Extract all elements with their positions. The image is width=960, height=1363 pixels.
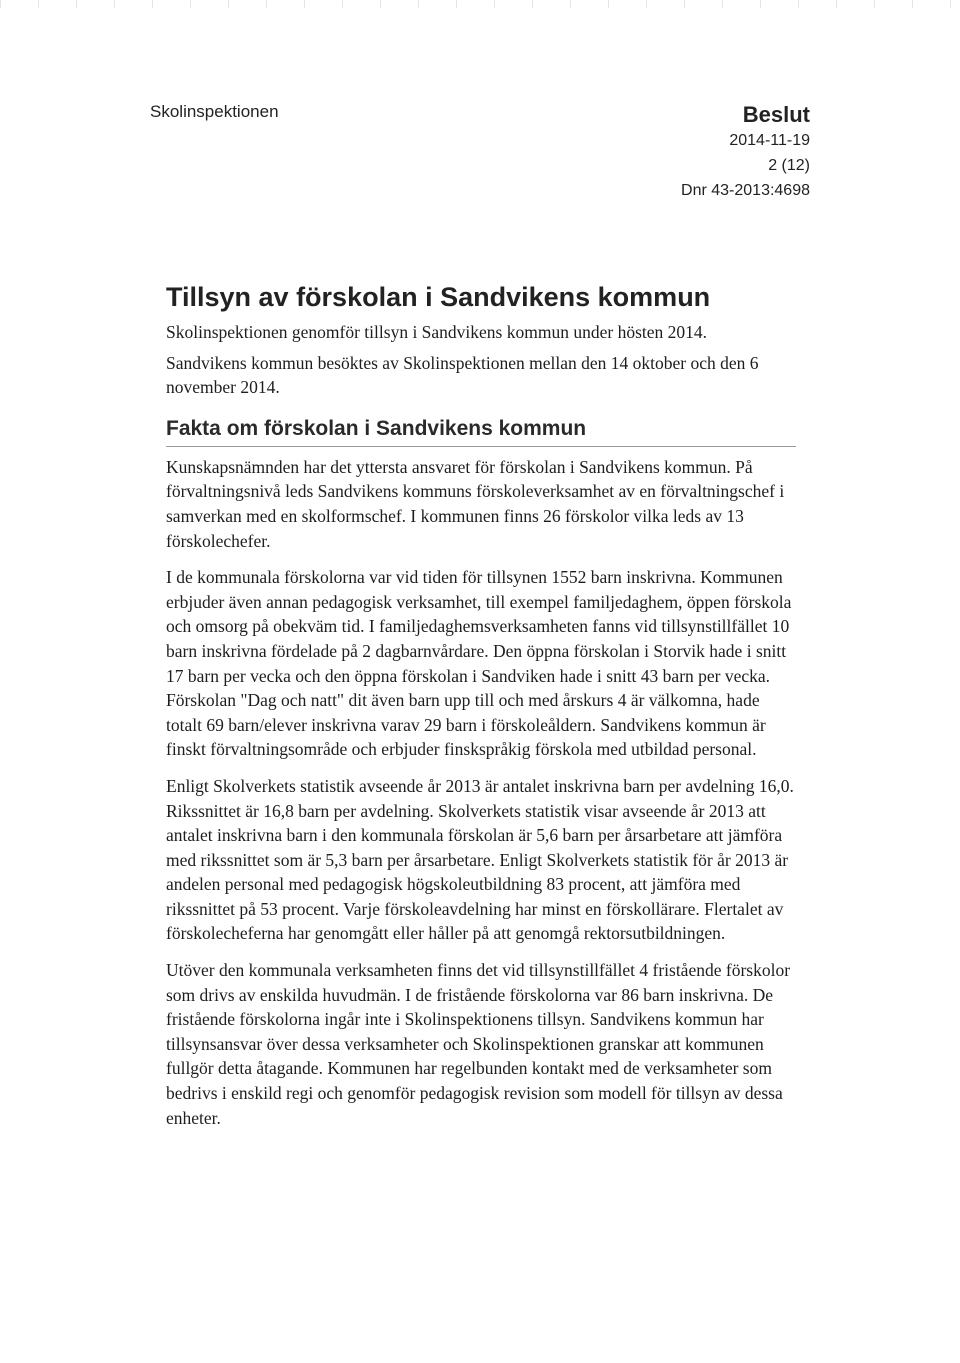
intro-paragraph: Skolinspektionen genomför tillsyn i Sandvikens kommun under hösten 2014.: [166, 322, 708, 342]
page-number: 2 (12): [768, 157, 810, 174]
body-paragraph: I de kommunala förskolorna var vid tiden för tillsynen 1552 barn inskrivna. Kommunen erbjuder även annan pedagogisk verksamhet, till exempel familjedaghem, öppen förskola och omsorg på obekväm tid. I familjedaghemsverksamheten fanns vid tillsynstillfället 10 barn inskrivna fördelade på 2 dagbarnvårdare. Den öppna förskolan i Storvik hade i snitt 17 barn per vecka och den öppna förskolan i Sandviken hade i snitt 43 barn per vecka. Förskolan "Dag och natt" dit även barn upp till och med årskurs 4 är välkomna, hade totalt 69 barn/elever inskrivna varav 29 barn i förskoleåldern. Sandvikens kommun är finskt förvaltningsområde och erbjuder finskspråkig förskola med utbildad personal.: [166, 567, 792, 760]
body-paragraph: Utöver den kommunala verksamheten finns det vid tillsynstillfället 4 fristående förskolor som drivs av enskilda huvudmän. I de fristående förskolorna var 86 barn inskrivna. De fristående förskolorna ingår inte i Skolinspektionens tillsyn. Sandvikens kommun har tillsynsansvar över dessa verksamheter och Skolinspektionen granskar att kommunen fullgör detta åtagande. Kommunen har regelbunden kontakt med de verksamheter som bedrivs i enskild regi och genomför pedagogisk revision som modell för tillsyn av dessa enheter.: [166, 960, 791, 1128]
organization-name: Skolinspektionen: [150, 102, 279, 121]
intro-paragraph: Sandvikens kommun besöktes av Skolinspektionen mellan den 14 oktober och den 6 november 2014.: [166, 352, 759, 398]
body-paragraph: Kunskapsnämnden har det yttersta ansvaret för förskolan i Sandvikens kommun. På förvaltningsnivå leds Sandvikens kommuns förskoleverksamhet av en förvaltningschef i samverkan med en skolformschef. I kommunen finns 26 förskolor vilka leds av 13 förskolechefer.: [166, 456, 785, 551]
document-date: 2014-11-19: [729, 132, 810, 149]
intro-section: [166, 320, 796, 400]
diary-number: Dnr 43-2013:4698: [681, 182, 810, 199]
document-meta: [681, 102, 810, 203]
section-heading: Fakta om förskolan i Sandvikens kommun: [166, 414, 796, 447]
document-type: Beslut: [742, 102, 810, 127]
body-paragraph: Enligt Skolverkets statistik avseende år 2013 är antalet inskrivna barn per avdelning 16,0. Rikssnittet är 16,8 barn per avdelning. Skolverkets statistik visar avseende år 2013 att antalet inskrivna barn i den kommunala förskolan är 5,6 barn per årsarbetare att jämföra med rikssnittet som är 5,3 barn per årsarbetare. Enligt Skolverkets statistik för år 2013 är andelen personal med pedagogisk högskoleutbildning 83 procent, att jämföra med rikssnittet på 53 procent. Varje förskoleavdelning har minst en förskollärare. Flertalet av förskolecheferna har genomgått eller håller på att genomgå rektorsutbildningen.: [166, 775, 794, 944]
page-title: Tillsyn av förskolan i Sandvikens kommun: [166, 282, 711, 312]
document-body: [166, 280, 796, 1142]
scan-edge-artifact: [0, 0, 960, 8]
